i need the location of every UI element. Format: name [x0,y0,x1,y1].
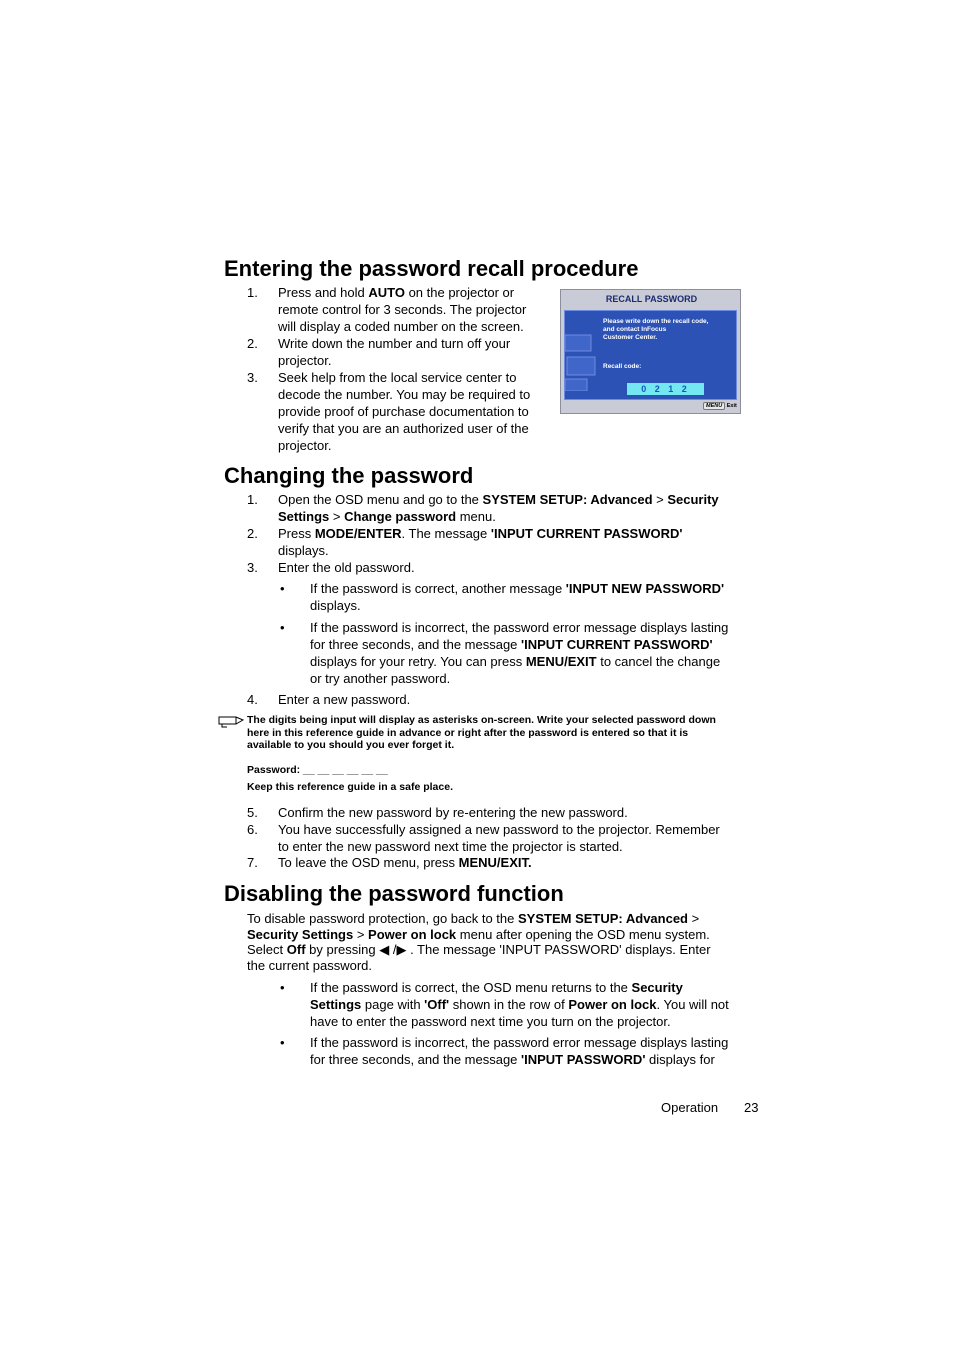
bullet-icon: • [280,1035,285,1050]
text-run: To disable password protection, go back to the [247,911,518,926]
step-number: 1. [247,492,258,507]
recall-password-screenshot [560,289,741,414]
bold-term: 'INPUT NEW PASSWORD' [565,581,725,596]
text-run: remote control for 3 seconds. The projector [278,302,527,317]
text-line [278,369,516,386]
exit-label: Exit [726,403,737,409]
text-run: > [329,509,345,524]
menu-key-icon: MENU [703,402,725,410]
recall-code-value: 0 2 1 2 [627,383,704,395]
text-line [278,352,331,369]
text-run: . You will not [656,997,729,1012]
text-run: menu after opening the OSD menu system. [456,926,710,942]
osd-message-line: Please write down the recall code, [603,318,709,325]
text-line [278,437,331,454]
text-line [310,1034,728,1051]
text-line [310,979,683,996]
text-run: If the password is correct, another message [310,581,566,596]
text-run: Enter a new password. [278,692,411,707]
text-run: provide proof of purchase documentation to [278,404,529,419]
text-line [278,318,524,335]
text-line [247,957,372,974]
text-run: to cancel the change [596,654,721,669]
step-number: 2. [247,336,258,351]
text-run: Press and hold [278,285,369,300]
text-run: the current password. [247,957,373,973]
recall-code-label: Recall code: [603,363,642,370]
text-run: menu. [456,509,496,524]
bold-term: Security [631,980,683,995]
osd-panel [564,310,737,400]
bold-term: 'INPUT CURRENT PASSWORD' [490,526,683,541]
text-run: displays. [310,598,361,613]
text-run: . The message [401,526,491,541]
step-number: 3. [247,560,258,575]
text-line [278,542,329,559]
bullet-icon: • [280,980,285,995]
text-run: Select [247,942,287,957]
text-line [310,996,729,1013]
text-run: by pressing ◀ /▶ . The message 'INPUT PASSWORD' displays. Enter [305,942,711,957]
text-line [278,420,529,437]
text-run: > [688,911,700,926]
text-run: projector. [278,353,332,368]
text-run: have to enter the password next time you turn on the projector. [310,1014,671,1029]
text-line [278,838,623,855]
note-line: here in this reference guide in advance or right after the password is entered so that it is [247,727,689,739]
heading-changing-password: Changing the password [224,463,474,488]
text-run: > [652,492,668,507]
step-number: 7. [247,855,258,870]
osd-decoration-icon [565,331,599,391]
text-line [310,670,450,687]
text-line [278,559,415,576]
bold-term: Settings [278,509,330,524]
text-line [278,403,529,420]
bold-term: Off [286,942,306,957]
text-line [278,508,496,525]
text-run: Open the OSD menu and go to the [278,492,483,507]
text-run: projector. [278,438,332,453]
text-line [278,491,719,508]
text-line [278,301,526,318]
text-run: on the projector or [404,285,515,300]
text-line [310,1051,715,1068]
password-write-line: Password: __ __ __ __ __ __ [247,764,388,776]
page-number: 23 [744,1100,759,1115]
bold-term: Power on lock [568,997,657,1012]
text-run: will display a coded number on the screen. [278,319,524,334]
step-number: 6. [247,822,258,837]
text-line [310,619,728,636]
text-run: shown in the row of [449,997,569,1012]
bold-term: 'INPUT PASSWORD' [521,1052,646,1067]
text-run: To leave the OSD menu, press [278,855,459,870]
text-run: You have successfully assigned a new password to the projector. Remember [278,822,720,837]
text-run: displays for [645,1052,715,1067]
bullet-icon: • [280,581,285,596]
text-line [278,386,530,403]
text-line [247,910,699,927]
step-number: 2. [247,526,258,541]
text-run: If the password is correct, the OSD menu returns to the [310,980,632,995]
bold-term: 'Off' [424,997,450,1012]
text-line [247,941,711,958]
note-pencil-icon [218,713,245,729]
bold-term: Change password [344,509,457,524]
text-line [278,804,628,821]
osd-title: RECALL PASSWORD [605,294,698,304]
text-run: for three seconds, and the message [310,637,522,652]
text-run: or try another password. [310,671,451,686]
text-run: to enter the new password next time the projector is started. [278,839,623,854]
text-line [278,284,514,301]
text-line [310,636,713,653]
text-run: verify that you are an authorized user of the [278,421,529,436]
text-run: If the password is incorrect, the password error message displays lasting [310,1035,729,1050]
osd-message-line: Customer Center. [603,334,658,341]
text-line [247,926,710,943]
bold-term: MENU/EXIT. [458,855,532,870]
bold-term: AUTO [368,285,405,300]
bullet-icon: • [280,620,285,635]
text-line [310,1013,671,1030]
text-run: Press [278,526,315,541]
bold-term: Power on lock [368,926,457,942]
bold-term: Security Settings [247,926,354,942]
text-run: Write down the number and turn off your [278,336,511,351]
bold-term: Security [667,492,719,507]
bold-term: MODE/ENTER [314,526,402,541]
text-line [278,854,532,871]
text-line [278,335,510,352]
step-number: 1. [247,285,258,300]
heading-password-recall: Entering the password recall procedure [224,256,639,281]
text-line [278,821,720,838]
text-run: Enter the old password. [278,560,415,575]
text-run: > [353,926,369,942]
text-run: displays. [278,543,329,558]
note-line: available to you should you ever forget it. [247,739,455,751]
text-line [310,597,361,614]
text-line [310,580,724,597]
footer-section: Operation [661,1100,719,1115]
bold-term: Settings [310,997,362,1012]
osd-menu-exit [703,402,737,410]
heading-disabling-password: Disabling the password function [224,881,564,906]
text-line [278,525,682,542]
osd-message-line: and contact InFocus [603,326,667,333]
step-number: 5. [247,805,258,820]
step-number: 3. [247,370,258,385]
text-run: decode the number. You may be required to [278,387,531,402]
bold-term: SYSTEM SETUP: Advanced [482,492,653,507]
text-run: Seek help from the local service center to [278,370,517,385]
text-run: If the password is incorrect, the password error message displays lasting [310,620,729,635]
bold-term: 'INPUT CURRENT PASSWORD' [521,637,713,652]
text-line [310,653,720,670]
bold-term: MENU/EXIT [525,654,597,669]
text-run: displays for your retry. You can press [310,654,526,669]
osd-message [603,318,708,342]
text-line [278,691,410,708]
note-line: The digits being input will display as asterisks on-screen. Write your selected password down [247,714,716,726]
step-number: 4. [247,692,258,707]
keep-guide-line: Keep this reference guide in a safe place. [247,781,453,793]
text-run: page with [361,997,425,1012]
text-run: Confirm the new password by re-entering the new password. [278,805,628,820]
text-run: for three seconds, and the message [310,1052,522,1067]
bold-term: SYSTEM SETUP: Advanced [518,911,688,926]
